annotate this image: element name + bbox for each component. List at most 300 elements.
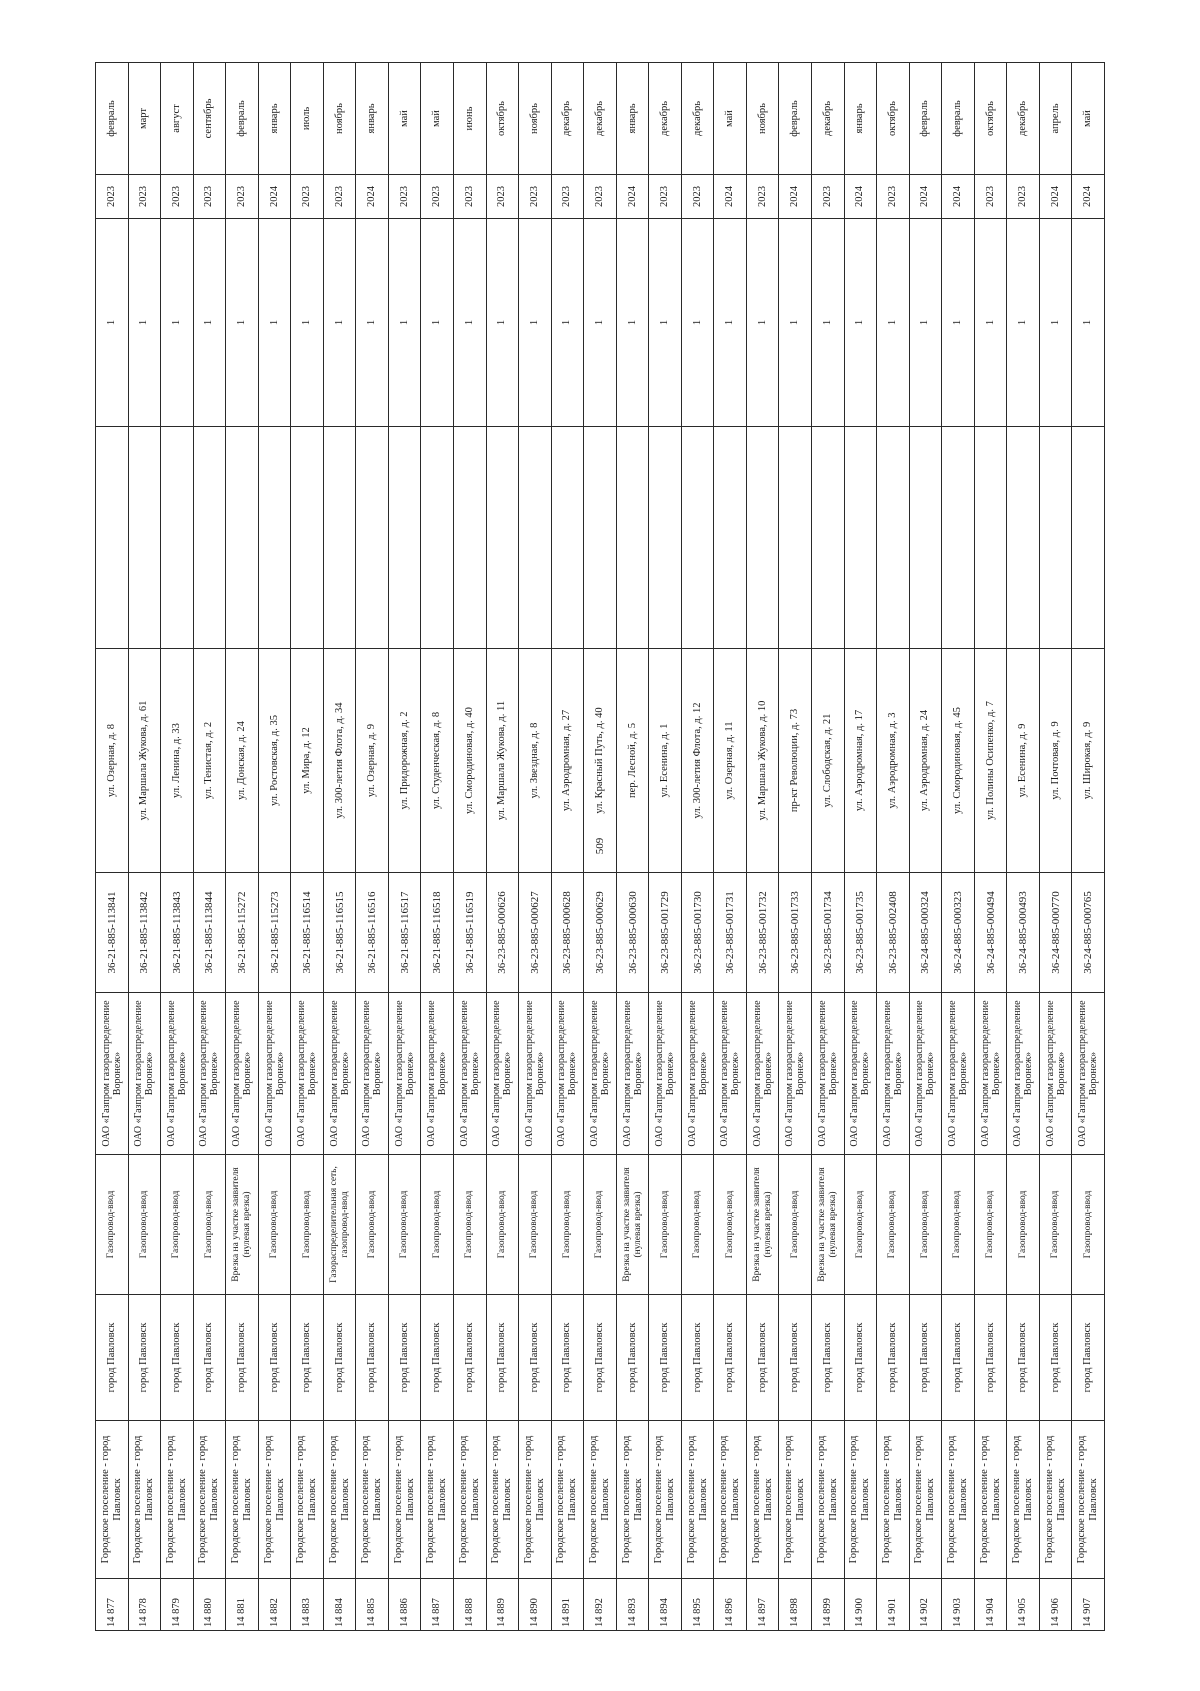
owner-cell: ОАО «Газпром газораспределение Воронеж» [193,993,226,1155]
owner-cell: ОАО «Газпром газораспределение Воронеж» [812,993,845,1155]
object-type-cell: Врезка на участке заявителя (нулевая врезка) [226,1155,259,1295]
owner-cell: ОАО «Газпром газораспределение Воронеж» [681,993,714,1155]
address-cell: ул. Маршала Жукова, д. 11 [486,649,519,873]
quantity-cell: 1 [1072,219,1105,427]
month-cell: октябрь [877,63,910,175]
row-number: 14 883 [291,1579,324,1631]
address-cell: ул. Смородиновая, д. 45 [942,649,975,873]
locality-cell: город Павловск [226,1295,259,1421]
settlement-cell: Городское поселение - город Павловск [1039,1421,1072,1579]
year-cell: 2023 [551,175,584,219]
quantity-cell: 1 [454,219,487,427]
blank-cell [291,427,324,649]
owner-cell: ОАО «Газпром газораспределение Воронеж» [323,993,356,1155]
blank-cell [356,427,389,649]
year-cell: 2024 [714,175,747,219]
blank-cell [649,427,682,649]
cadastral-number-cell: 36-23-885-001729 [649,873,682,993]
settlement-cell: Городское поселение - город Павловск [681,1421,714,1579]
row-number: 14 885 [356,1579,389,1631]
month-cell: сентябрь [193,63,226,175]
settlement-cell: Городское поселение - город Павловск [226,1421,259,1579]
locality-cell: город Павловск [421,1295,454,1421]
locality-cell: город Павловск [323,1295,356,1421]
locality-cell: город Павловск [942,1295,975,1421]
quantity-cell: 1 [519,219,552,427]
settlement-cell: Городское поселение - город Павловск [356,1421,389,1579]
settlement-cell: Городское поселение - город Павловск [909,1421,942,1579]
locality-cell: город Павловск [877,1295,910,1421]
cadastral-number-cell: 36-21-885-115273 [258,873,291,993]
settlement-cell: Городское поселение - город Павловск [877,1421,910,1579]
locality-cell: город Павловск [779,1295,812,1421]
blank-cell [454,427,487,649]
locality-cell: город Павловск [844,1295,877,1421]
object-type-cell: Газопровод-ввод [356,1155,389,1295]
year-cell: 2023 [454,175,487,219]
settlement-cell: Городское поселение - город Павловск [1007,1421,1040,1579]
year-cell: 2023 [746,175,779,219]
year-cell: 2023 [421,175,454,219]
row-number: 14 899 [812,1579,845,1631]
cadastral-number-cell: 36-23-885-000627 [519,873,552,993]
year-cell: 2024 [258,175,291,219]
cadastral-number-cell: 36-23-885-001734 [812,873,845,993]
month-cell: ноябрь [323,63,356,175]
locality-cell: город Павловск [519,1295,552,1421]
locality-cell: город Павловск [649,1295,682,1421]
locality-cell: город Павловск [714,1295,747,1421]
table-row [454,63,487,1631]
owner-cell: ОАО «Газпром газораспределение Воронеж» [551,993,584,1155]
cadastral-number-cell: 36-24-885-000770 [1039,873,1072,993]
blank-cell [681,427,714,649]
row-number: 14 887 [421,1579,454,1631]
object-type-cell: Газопровод-ввод [1039,1155,1072,1295]
object-type-cell: Газопровод-ввод [161,1155,194,1295]
cadastral-number-cell: 36-23-885-001730 [681,873,714,993]
blank-cell [779,427,812,649]
address-cell: ул. 300-летия Флота, д. 34 [323,649,356,873]
owner-cell: ОАО «Газпром газораспределение Воронеж» [388,993,421,1155]
owner-cell: ОАО «Газпром газораспределение Воронеж» [942,993,975,1155]
object-type-cell: Газопровод-ввод [486,1155,519,1295]
cadastral-number-cell: 36-23-885-000630 [616,873,649,993]
quantity-cell: 1 [421,219,454,427]
settlement-cell: Городское поселение - город Павловск [1072,1421,1105,1579]
year-cell: 2024 [616,175,649,219]
table-row [161,63,194,1631]
row-number: 14 881 [226,1579,259,1631]
settlement-cell: Городское поселение - город Павловск [649,1421,682,1579]
blank-cell [812,427,845,649]
year-cell: 2024 [356,175,389,219]
address-cell: ул. Аэродромная, д. 24 [909,649,942,873]
object-type-cell: Газопровод-ввод [974,1155,1007,1295]
settlement-cell: Городское поселение - город Павловск [942,1421,975,1579]
owner-cell: ОАО «Газпром газораспределение Воронеж» [161,993,194,1155]
locality-cell: город Павловск [291,1295,324,1421]
owner-cell: ОАО «Газпром газораспределение Воронеж» [454,993,487,1155]
settlement-cell: Городское поселение - город Павловск [128,1421,161,1579]
owner-cell: ОАО «Газпром газораспределение Воронеж» [714,993,747,1155]
owner-cell: ОАО «Газпром газораспределение Воронеж» [844,993,877,1155]
cadastral-number-cell: 36-24-885-000324 [909,873,942,993]
year-cell: 2024 [1072,175,1105,219]
year-cell: 2023 [486,175,519,219]
table-row [226,63,259,1631]
cadastral-number-cell: 36-23-885-000628 [551,873,584,993]
address-cell: ул. Полины Осипенко, д. 7 [974,649,1007,873]
object-type-cell: Газопровод-ввод [96,1155,129,1295]
table-row [551,63,584,1631]
object-type-cell: Газопровод-ввод [128,1155,161,1295]
address-cell: ул. Придорожная, д. 2 [388,649,421,873]
quantity-cell: 1 [551,219,584,427]
registry-table [95,62,1105,1631]
table-row [323,63,356,1631]
year-cell: 2023 [519,175,552,219]
owner-cell: ОАО «Газпром газораспределение Воронеж» [1007,993,1040,1155]
year-cell: 2023 [226,175,259,219]
blank-cell [486,427,519,649]
month-cell: ноябрь [519,63,552,175]
object-type-cell: Газопровод-ввод [877,1155,910,1295]
quantity-cell: 1 [193,219,226,427]
address-cell: ул. Ростовская, д. 35 [258,649,291,873]
blank-cell [616,427,649,649]
address-cell: ул. 300-летия Флота, д. 12 [681,649,714,873]
owner-cell: ОАО «Газпром газораспределение Воронеж» [974,993,1007,1155]
quantity-cell: 1 [1007,219,1040,427]
month-cell: март [128,63,161,175]
month-cell: май [388,63,421,175]
blank-cell [323,427,356,649]
row-number: 14 880 [193,1579,226,1631]
cadastral-number-cell: 36-24-885-000493 [1007,873,1040,993]
settlement-cell: Городское поселение - город Павловск [812,1421,845,1579]
table-row [1039,63,1072,1631]
cadastral-number-cell: 36-21-885-116517 [388,873,421,993]
owner-cell: ОАО «Газпром газораспределение Воронеж» [779,993,812,1155]
object-type-cell: Газопровод-ввод [681,1155,714,1295]
year-cell: 2023 [877,175,910,219]
settlement-cell: Городское поселение - город Павловск [388,1421,421,1579]
settlement-cell: Городское поселение - город Павловск [844,1421,877,1579]
table-row [681,63,714,1631]
quantity-cell: 1 [128,219,161,427]
blank-cell [161,427,194,649]
cadastral-number-cell: 36-21-885-116516 [356,873,389,993]
month-cell: январь [356,63,389,175]
quantity-cell: 1 [356,219,389,427]
locality-cell: город Павловск [616,1295,649,1421]
table-row [616,63,649,1631]
cadastral-number-cell: 36-21-885-113841 [96,873,129,993]
object-type-cell: Газопровод-ввод [942,1155,975,1295]
locality-cell: город Павловск [551,1295,584,1421]
row-number: 14 888 [454,1579,487,1631]
cadastral-number-cell: 36-23-885-001733 [779,873,812,993]
locality-cell: город Павловск [1007,1295,1040,1421]
table-row [877,63,910,1631]
row-number: 14 878 [128,1579,161,1631]
locality-cell: город Павловск [128,1295,161,1421]
table-row [1007,63,1040,1631]
quantity-cell: 1 [649,219,682,427]
row-number: 14 889 [486,1579,519,1631]
cadastral-number-cell: 36-21-885-116519 [454,873,487,993]
table-row [714,63,747,1631]
blank-cell [844,427,877,649]
owner-cell: ОАО «Газпром газораспределение Воронеж» [128,993,161,1155]
locality-cell: город Павловск [681,1295,714,1421]
object-type-cell: Газопровод-ввод [454,1155,487,1295]
cadastral-number-cell: 36-21-885-116518 [421,873,454,993]
row-number: 14 891 [551,1579,584,1631]
table-body [96,63,1105,1631]
object-type-cell: Газопровод-ввод [584,1155,617,1295]
month-cell: декабрь [1007,63,1040,175]
row-number: 14 890 [519,1579,552,1631]
address-cell: ул. Широкая, д. 9 [1072,649,1105,873]
month-cell: декабрь [812,63,845,175]
object-type-cell: Газораспределительная сеть, газопровод-ввод [323,1155,356,1295]
table-row [128,63,161,1631]
cadastral-number-cell: 36-24-885-000494 [974,873,1007,993]
blank-cell [714,427,747,649]
object-type-cell: Газопровод-ввод [649,1155,682,1295]
year-cell: 2023 [323,175,356,219]
quantity-cell: 1 [974,219,1007,427]
row-number: 14 896 [714,1579,747,1631]
settlement-cell: Городское поселение - город Павловск [323,1421,356,1579]
object-type-cell: Газопровод-ввод [193,1155,226,1295]
cadastral-number-cell: 36-21-885-115272 [226,873,259,993]
blank-cell [974,427,1007,649]
quantity-cell: 1 [942,219,975,427]
blank-cell [551,427,584,649]
object-type-cell: Газопровод-ввод [388,1155,421,1295]
quantity-cell: 1 [681,219,714,427]
owner-cell: ОАО «Газпром газораспределение Воронеж» [746,993,779,1155]
quantity-cell: 1 [258,219,291,427]
object-type-cell: Газопровод-ввод [1007,1155,1040,1295]
address-cell: ул. Аэродромная, д. 3 [877,649,910,873]
year-cell: 2023 [649,175,682,219]
locality-cell: город Павловск [974,1295,1007,1421]
settlement-cell: Городское поселение - город Павловск [421,1421,454,1579]
cadastral-number-cell: 36-21-885-116515 [323,873,356,993]
quantity-cell: 1 [779,219,812,427]
address-cell: пер. Лесной, д. 5 [616,649,649,873]
address-cell: ул. Озерная, д. 8 [96,649,129,873]
year-cell: 2023 [681,175,714,219]
blank-cell [96,427,129,649]
month-cell: январь [616,63,649,175]
owner-cell: ОАО «Газпром газораспределение Воронеж» [1072,993,1105,1155]
owner-cell: ОАО «Газпром газораспределение Воронеж» [486,993,519,1155]
month-cell: декабрь [551,63,584,175]
address-cell: ул. Есенина, д. 9 [1007,649,1040,873]
cadastral-number-cell: 36-23-885-002408 [877,873,910,993]
owner-cell: ОАО «Газпром газораспределение Воронеж» [909,993,942,1155]
month-cell: август [161,63,194,175]
owner-cell: ОАО «Газпром газораспределение Воронеж» [877,993,910,1155]
cadastral-number-cell: 36-24-885-000323 [942,873,975,993]
object-type-cell: Газопровод-ввод [844,1155,877,1295]
month-cell: декабрь [681,63,714,175]
table-row [746,63,779,1631]
blank-cell [877,427,910,649]
object-type-cell: Врезка на участке заявителя (нулевая врезка) [812,1155,845,1295]
settlement-cell: Городское поселение - город Павловск [258,1421,291,1579]
year-cell: 2023 [812,175,845,219]
row-number: 14 902 [909,1579,942,1631]
row-number: 14 893 [616,1579,649,1631]
blank-cell [584,427,617,649]
quantity-cell: 1 [96,219,129,427]
table-row [1072,63,1105,1631]
owner-cell: ОАО «Газпром газораспределение Воронеж» [96,993,129,1155]
year-cell: 2023 [1007,175,1040,219]
table-row [486,63,519,1631]
cadastral-number-cell: 36-21-885-116514 [291,873,324,993]
address-cell: ул. Смородиновая, д. 40 [454,649,487,873]
owner-cell: ОАО «Газпром газораспределение Воронеж» [649,993,682,1155]
blank-cell [258,427,291,649]
month-cell: февраль [226,63,259,175]
quantity-cell: 1 [486,219,519,427]
locality-cell: город Павловск [812,1295,845,1421]
month-cell: февраль [779,63,812,175]
settlement-cell: Городское поселение - город Павловск [96,1421,129,1579]
owner-cell: ОАО «Газпром газораспределение Воронеж» [519,993,552,1155]
cadastral-number-cell: 36-23-885-001732 [746,873,779,993]
blank-cell [1072,427,1105,649]
quantity-cell: 1 [291,219,324,427]
row-number: 14 906 [1039,1579,1072,1631]
year-cell: 2023 [584,175,617,219]
quantity-cell: 1 [909,219,942,427]
month-cell: май [1072,63,1105,175]
settlement-cell: Городское поселение - город Павловск [714,1421,747,1579]
row-number: 14 892 [584,1579,617,1631]
owner-cell: ОАО «Газпром газораспределение Воронеж» [291,993,324,1155]
row-number: 14 877 [96,1579,129,1631]
object-type-cell: Газопровод-ввод [421,1155,454,1295]
blank-cell [388,427,421,649]
month-cell: апрель [1039,63,1072,175]
blank-cell [421,427,454,649]
year-cell: 2023 [193,175,226,219]
table-row [193,63,226,1631]
blank-cell [746,427,779,649]
table-row [844,63,877,1631]
settlement-cell: Городское поселение - город Павловск [454,1421,487,1579]
month-cell: май [421,63,454,175]
blank-cell [1039,427,1072,649]
settlement-cell: Городское поселение - город Павловск [779,1421,812,1579]
blank-cell [193,427,226,649]
year-cell: 2023 [974,175,1007,219]
table-row [779,63,812,1631]
row-number: 14 900 [844,1579,877,1631]
settlement-cell: Городское поселение - город Павловск [519,1421,552,1579]
quantity-cell: 1 [161,219,194,427]
cadastral-number-cell: 36-23-885-000626 [486,873,519,993]
address-cell: ул. Маршала Жукова, д. 61 [128,649,161,873]
address-cell: ул. Ленина, д. 33 [161,649,194,873]
address-cell: ул. Озерная, д. 11 [714,649,747,873]
table-row [519,63,552,1631]
month-cell: январь [258,63,291,175]
settlement-cell: Городское поселение - город Павловск [551,1421,584,1579]
blank-cell [226,427,259,649]
cadastral-number-cell: 36-24-885-000765 [1072,873,1105,993]
quantity-cell: 1 [877,219,910,427]
owner-cell: ОАО «Газпром газораспределение Воронеж» [616,993,649,1155]
month-cell: ноябрь [746,63,779,175]
cadastral-number-cell: 36-23-885-000629 [584,873,617,993]
locality-cell: город Павловск [454,1295,487,1421]
cadastral-number-cell: 36-21-885-113843 [161,873,194,993]
row-number: 14 903 [942,1579,975,1631]
blank-cell [128,427,161,649]
table-row [258,63,291,1631]
settlement-cell: Городское поселение - город Павловск [486,1421,519,1579]
locality-cell: город Павловск [584,1295,617,1421]
address-cell: ул. Тенистая, д. 2 [193,649,226,873]
settlement-cell: Городское поселение - город Павловск [616,1421,649,1579]
address-cell: ул. Мира, д. 12 [291,649,324,873]
quantity-cell: 1 [616,219,649,427]
table-row [356,63,389,1631]
table-container [95,63,1105,1631]
locality-cell: город Павловск [96,1295,129,1421]
blank-cell [1007,427,1040,649]
quantity-cell: 1 [844,219,877,427]
locality-cell: город Павловск [1072,1295,1105,1421]
locality-cell: город Павловск [746,1295,779,1421]
quantity-cell: 1 [226,219,259,427]
locality-cell: город Павловск [258,1295,291,1421]
address-cell: ул. Почтовая, д. 9 [1039,649,1072,873]
year-cell: 2023 [291,175,324,219]
address-cell: ул. Аэродромная, д. 17 [844,649,877,873]
month-cell: декабрь [649,63,682,175]
address-cell: ул. Звездная, д. 8 [519,649,552,873]
month-cell: октябрь [486,63,519,175]
table-row [584,63,617,1631]
owner-cell: ОАО «Газпром газораспределение Воронеж» [356,993,389,1155]
year-cell: 2023 [96,175,129,219]
cadastral-number-cell: 36-23-885-001735 [844,873,877,993]
table-row [291,63,324,1631]
table-row [421,63,454,1631]
object-type-cell: Газопровод-ввод [714,1155,747,1295]
quantity-cell: 1 [812,219,845,427]
month-cell: октябрь [974,63,1007,175]
year-cell: 2023 [128,175,161,219]
table-row [909,63,942,1631]
year-cell: 2024 [844,175,877,219]
locality-cell: город Павловск [486,1295,519,1421]
quantity-cell: 1 [388,219,421,427]
object-type-cell: Газопровод-ввод [909,1155,942,1295]
row-number: 14 905 [1007,1579,1040,1631]
settlement-cell: Городское поселение - город Павловск [161,1421,194,1579]
